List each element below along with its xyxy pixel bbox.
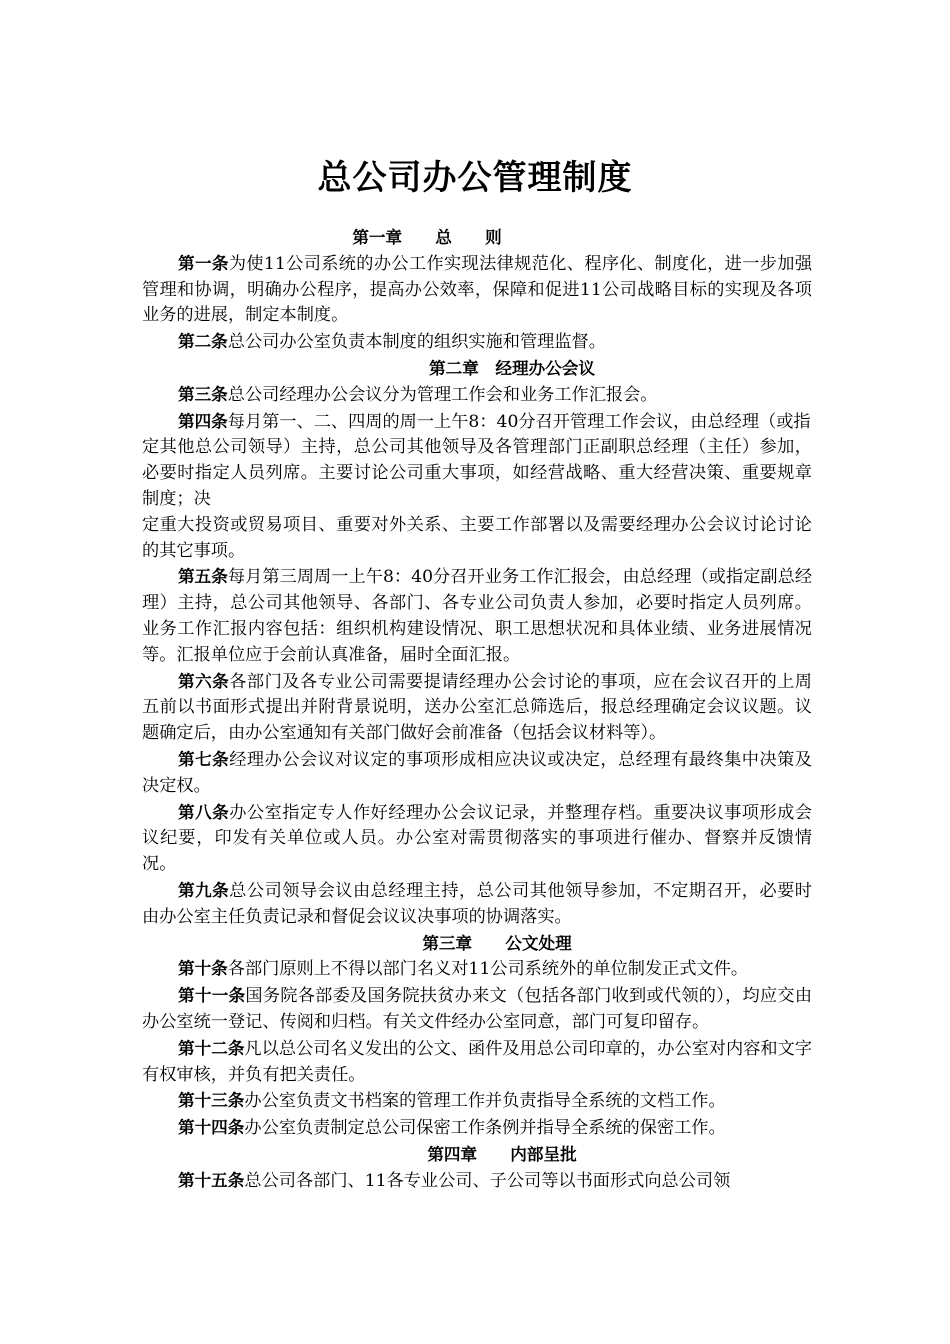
- article-label: 第三条: [178, 384, 228, 404]
- article-label: 第五条: [178, 567, 228, 587]
- article-text: 为使11公司系统的办公工作实现法律规范化、程序化、制度化，进一步加强管理和协调，明确办公程序，提高办公效率，保障和促进11公司战略目标的实现及各项业务的进展，制定本制度。: [142, 253, 813, 326]
- article-text: 总公司领导会议由总经理主持，总公司其他领导参加，不定期召开，必要时由办公室主任负责记录和督促会议议决事项的协调落实。: [142, 880, 812, 927]
- article-text: 办公室负责文书档案的管理工作并负责指导全系统的文档工作。: [244, 1091, 726, 1112]
- article-paragraph: [142, 878, 812, 931]
- chapter-heading: 第四章 内部呈批: [427, 1144, 577, 1164]
- article-paragraph: [142, 409, 812, 436]
- article-label: 第十一条: [178, 986, 246, 1006]
- article-label: 第二条: [178, 332, 228, 352]
- article-text: 每月第三周周一上午8：40分召开业务工作汇报会，由总经理（或指定副总经理）主持，总公司其他领导、各部门、各专业公司负责人参加，必要时指定人员列席。业务工作汇报内容包括：组织机构建设情况、职工思想状况和具体业绩、业务进展情况等。汇报单位应于会前认真准备，届时全面汇报。: [142, 567, 813, 665]
- article-label: 第一条: [178, 253, 229, 273]
- article-text: 凡以总公司名义发出的公文、函件及用总公司印章的，办公室对内容和文字有权审核，并负有把关责任。: [142, 1038, 812, 1085]
- article-label: 第十四条: [178, 1118, 245, 1138]
- article-paragraph: [142, 747, 812, 800]
- article-paragraph: [142, 251, 812, 329]
- article-label: 第十二条: [178, 1038, 245, 1058]
- chapter-heading: 第三章 公文处理: [422, 933, 572, 953]
- article-paragraph: [142, 329, 812, 356]
- article-label: 第六条: [178, 671, 230, 691]
- article-text: 各部门原则上不得以部门名义对11公司系统外的单位制发正式文件。: [227, 959, 749, 980]
- article-paragraph: [142, 382, 812, 409]
- article-text: 国务院各部委及国务院扶贫办来文（包括各部门收到或代领的），均应交由办公室统一登记、传阅和归档。有关文件经办公室同意，部门可复印留存。: [142, 986, 813, 1032]
- article-text: 每月第一、二、四周的周一上午8：40分召开管理工作会议，由总经理（或指: [227, 411, 811, 432]
- article-text: 总公司办公室负责本制度的组织实施和管理监督。: [227, 332, 606, 353]
- article-label: 第八条: [178, 802, 230, 822]
- article-label: 第九条: [178, 880, 230, 900]
- article-paragraph: [142, 983, 812, 1036]
- article-text: 各部门及各专业公司需要提请经理办公会讨论的事项，应在会议召开的上周五前以书面形式提出并附背景说明，送办公室汇总筛选后，报总经理确定会议议题。议题确定后，由办公室通知有关部门做好会前准备（包括会议材料等）。: [142, 671, 812, 744]
- article-paragraph: [142, 956, 812, 983]
- article-label: 第七条: [178, 749, 230, 769]
- article-paragraph: [142, 1036, 812, 1089]
- article-text: 总公司经理办公会议分为管理工作会和业务工作汇报会。: [227, 384, 658, 405]
- document-title: 总公司办公管理制度: [317, 158, 633, 198]
- article-label: 第十三条: [178, 1091, 245, 1111]
- article-paragraph: [142, 1168, 812, 1195]
- article-paragraph: [142, 800, 812, 878]
- article-paragraph: [142, 1088, 812, 1115]
- article-text: 经理办公会议对议定的事项形成相应决议或决定，总经理有最终集中决策及决定权。: [142, 749, 812, 796]
- chapter-heading: 第一章 总 则: [352, 228, 502, 247]
- article-continuation: 定其他总公司领导）主持，总公司其他领导及各管理部门正副职总经理（主任）参加，必要时指定人员列席。主要讨论公司重大事项，如经营战略、重大经营决策、重要规章制度；决: [142, 437, 812, 509]
- article-text: 办公室指定专人作好经理办公会议记录，并整理存档。重要决议事项形成会议纪要，印发有关单位或人员。办公室对需贯彻落实的事项进行催办、督察并反馈情况。: [142, 802, 812, 875]
- document-body: [142, 225, 812, 1194]
- article-continuation: 定重大投资或贸易项目、重要对外关系、主要工作部署以及需要经理办公会议讨论讨论的其它事项。: [142, 514, 812, 561]
- article-label: 第十五条: [178, 1170, 245, 1190]
- article-paragraph: [142, 669, 812, 747]
- chapter-heading: 第二章 经理办公会议: [429, 358, 595, 378]
- article-text: 办公室负责制定总公司保密工作条例并指导全系统的保密工作。: [244, 1118, 726, 1139]
- article-text: 总公司各部门、11各专业公司、子公司等以书面形式向总公司领: [244, 1170, 731, 1191]
- article-paragraph: [142, 564, 812, 668]
- article-paragraph: [142, 1115, 812, 1142]
- article-label: 第四条: [178, 411, 228, 431]
- article-label: 第十条: [178, 959, 228, 979]
